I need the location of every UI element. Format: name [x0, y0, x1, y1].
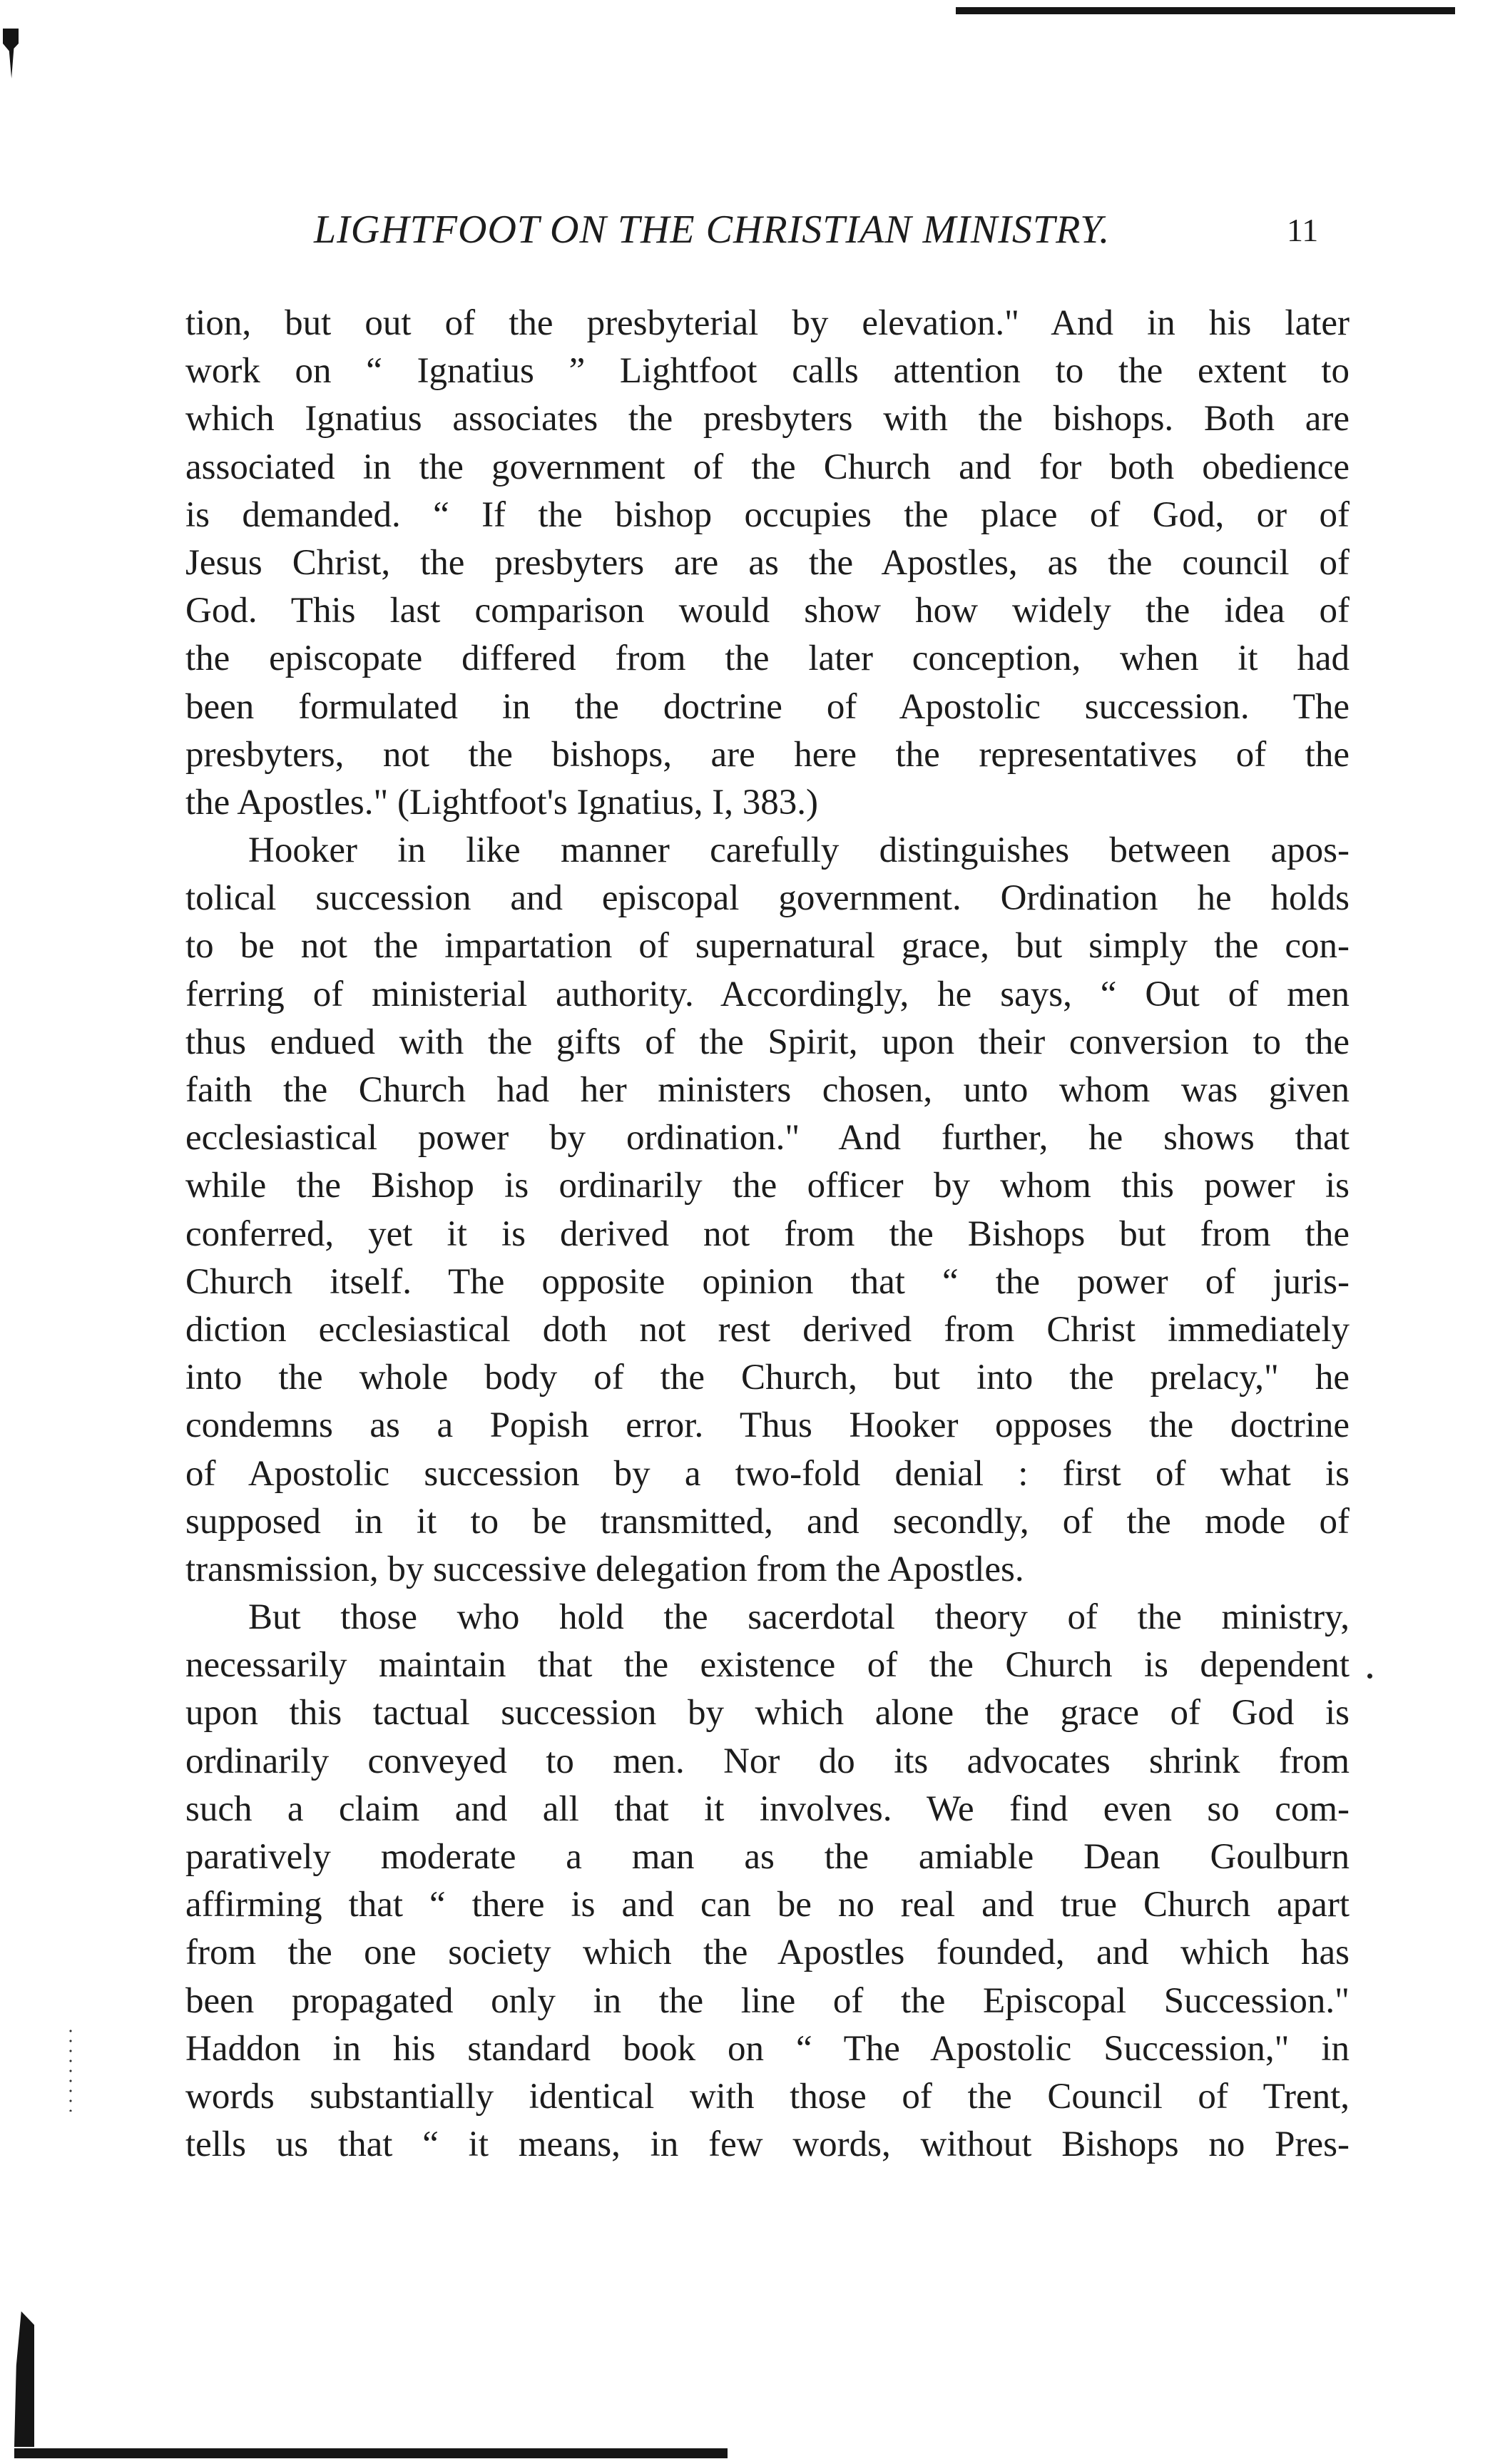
body-text: [185, 300, 1350, 2169]
text-line: necessarily maintain that the existence of the Church is dependent: [185, 1645, 1350, 1686]
text-line: conferred, yet it is derived not from the Bishops but from the: [185, 1213, 1350, 1254]
text-line: words substantially identical with those of the Council of Trent,: [185, 2076, 1350, 2117]
text-line: ordinarily conveyed to men. Nor do its advocates shrink from: [185, 1741, 1350, 1781]
scan-edge-mark-left: [14, 2311, 34, 2447]
text-line: Church itself. The opposite opinion that “ the power of juris-: [185, 1261, 1350, 1302]
text-line: Jesus Christ, the presbyters are as the Apostles, as the council of: [185, 542, 1350, 583]
text-line: been formulated in the doctrine of Apostolic succession. The: [185, 686, 1350, 727]
text-line: into the whole body of the Church, but into the prelacy," he: [185, 1358, 1350, 1398]
text-line: affirming that “ there is and can be no real and true Church apart: [185, 1885, 1350, 1925]
text-line: while the Bishop is ordinarily the officer by whom this power is: [185, 1166, 1350, 1206]
text-line: Haddon in his standard book on “ The Apostolic Succession," in: [185, 2028, 1350, 2069]
text-line: transmission, by successive delegation from the Apostles.: [185, 1549, 1024, 1589]
text-line: tion, but out of the presbyterial by elevation." And in his later: [185, 303, 1350, 343]
scan-edge-mark-bottom: [14, 2448, 728, 2458]
text-line: But those who hold the sacerdotal theory of the ministry,: [248, 1597, 1350, 1638]
text-line: which Ignatius associates the presbyters with the bishops. Both are: [185, 399, 1350, 439]
text-line: ecclesiastical power by ordination." And further, he shows that: [185, 1118, 1350, 1159]
text-line: ferring of ministerial authority. Accordingly, he says, “ Out of men: [185, 974, 1350, 1014]
margin-dot: [1367, 1674, 1372, 1679]
text-line: tells us that “ it means, in few words, without Bishops no Pres-: [185, 2124, 1350, 2165]
text-line: supposed in it to be transmitted, and secondly, of the mode of: [185, 1501, 1350, 1542]
text-line: tolical succession and episcopal government. Ordination he holds: [185, 878, 1350, 919]
text-line: work on “ Ignatius ” Lightfoot calls attention to the extent to: [185, 351, 1350, 392]
page-number: 11: [1287, 212, 1319, 248]
text-line: the Apostles." (Lightfoot's Ignatius, I, 383.): [185, 782, 818, 823]
text-line: been propagated only in the line of the Episcopal Succession.": [185, 1980, 1350, 2021]
text-line: condemns as a Popish error. Thus Hooker opposes the doctrine: [185, 1405, 1350, 1446]
scan-speckle-left: [68, 2026, 73, 2112]
text-line: faith the Church had her ministers chosen, unto whom was given: [185, 1070, 1350, 1110]
running-header-title: LIGHTFOOT ON THE CHRISTIAN MINISTRY.: [314, 208, 1111, 252]
text-line: from the one society which the Apostles founded, and which has: [185, 1933, 1350, 1973]
text-line: such a claim and all that it involves. We find even so com-: [185, 1788, 1350, 1829]
text-line: presbyters, not the bishops, are here the representatives of the: [185, 734, 1350, 775]
scan-corner-mark: [3, 29, 19, 78]
text-line: paratively moderate a man as the amiable Dean Goulburn: [185, 1837, 1350, 1877]
text-line: the episcopate differed from the later conception, when it had: [185, 638, 1350, 679]
text-line: of Apostolic succession by a two-fold denial : first of what is: [185, 1453, 1350, 1494]
text-line: is demanded. “ If the bishop occupies the place of God, or of: [185, 494, 1350, 535]
text-line: Hooker in like manner carefully distinguishes between apos-: [248, 830, 1350, 871]
text-line: thus endued with the gifts of the Spirit, upon their conversion to the: [185, 1022, 1350, 1062]
text-line: to be not the impartation of supernatural grace, but simply the con-: [185, 926, 1350, 967]
text-line: upon this tactual succession by which alone the grace of God is: [185, 1693, 1350, 1734]
scan-edge-mark-top: [956, 7, 1455, 14]
text-line: God. This last comparison would show how widely the idea of: [185, 591, 1350, 631]
text-line: diction ecclesiastical doth not rest derived from Christ immediately: [185, 1309, 1350, 1350]
text-line: associated in the government of the Church and for both obedience: [185, 447, 1350, 487]
